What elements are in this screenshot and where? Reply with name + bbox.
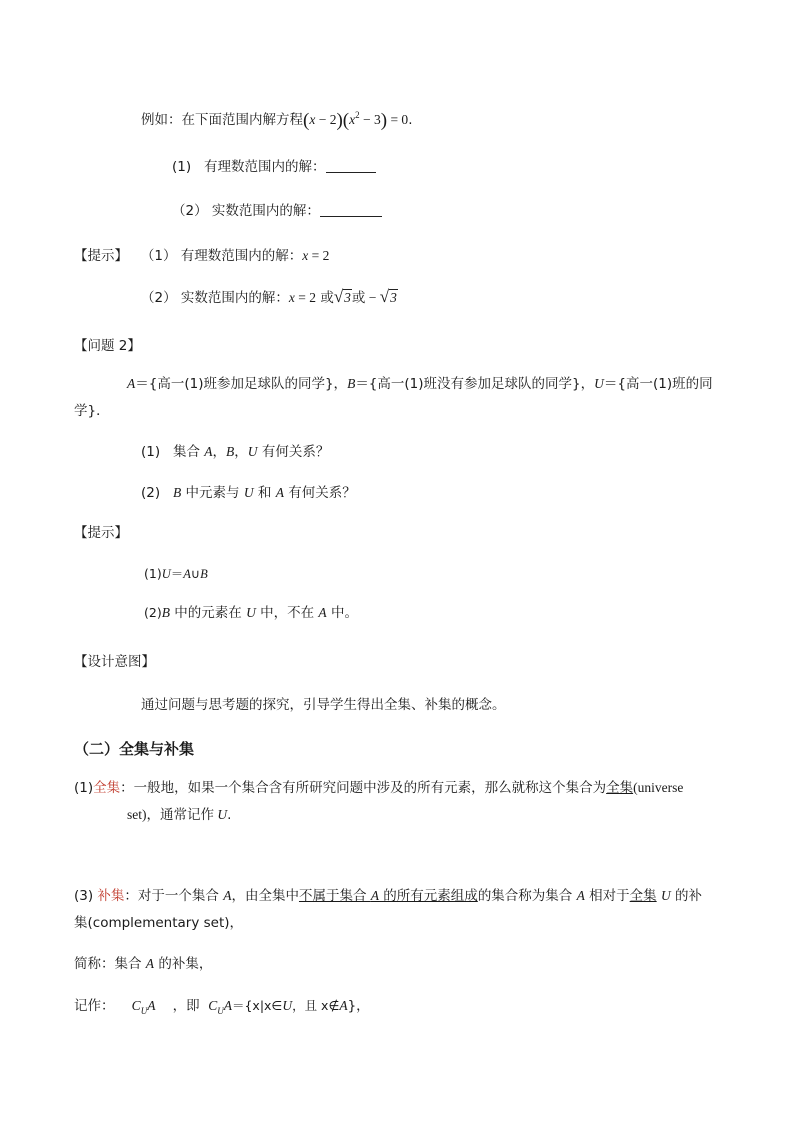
- hint1-label: 【提示】: [74, 248, 128, 264]
- q1-text: 有理数范围内的解：: [204, 159, 326, 175]
- hint1-line-b: （2） 实数范围内的解：x = 2 或√3或 − √3: [141, 287, 397, 306]
- def3-short: 简称：集合 A 的补集，: [74, 956, 213, 972]
- example-line: 例如：在下面范围内解方程$(x - 2)(x^2 - 3) = 0$.: [141, 110, 413, 131]
- def3-term: 补集: [97, 888, 125, 904]
- hint2-line2: (2)B 中的元素在 U 中，不在 A 中。: [144, 605, 358, 621]
- q1-answer-blank[interactable]: [326, 159, 376, 173]
- problem2-line2: 学}．: [74, 403, 110, 419]
- equation: $(x - 2)(x^2 - 3) = 0$: [303, 110, 409, 131]
- def3-notation: 记作： $C_UA$ ，即 $C_UA=\{x|x\in U$，且 x∉A}，: [74, 998, 370, 1016]
- q2-answer-blank[interactable]: [320, 203, 382, 217]
- def3-line2: 集(complementary set)，: [74, 915, 244, 931]
- hint2-label: 【提示】: [74, 525, 128, 541]
- q2-text: 实数范围内的解：: [211, 203, 320, 219]
- hint2-line1: (1)U＝A∪B: [144, 566, 208, 581]
- design-text: 通过问题与思考题的探究，引导学生得出全集、补集的概念。: [141, 697, 506, 713]
- question-1: [172, 158, 376, 176]
- def1-term: 全集: [93, 780, 121, 796]
- problem2-line1: A＝{高一(1)班参加足球队的同学}，B＝{高一(1)班没有参加足球队的同学}，U＝{高一(1)班的同: [127, 376, 713, 392]
- def3-line1: (3) 补集：对于一个集合 A，由全集中不属于集合 A 的所有元素组成的集合称为集合 A 相对于全集 U 的补: [74, 888, 702, 904]
- q1-num: (1): [172, 159, 192, 175]
- design-label: 【设计意图】: [74, 654, 155, 670]
- def1-line2: set)，通常记作 U.: [127, 807, 232, 823]
- q2-num: （2）: [172, 203, 208, 219]
- question-2: [172, 202, 382, 220]
- hint1-line-a: 【提示】 （1） 有理数范围内的解：x = 2: [74, 248, 330, 264]
- problem2-sub1: (1) 集合 A，B，U 有何关系？: [141, 444, 330, 460]
- example-lead: 例如：在下面范围内解方程: [141, 112, 303, 128]
- problem2-sub2: (2) B 中元素与 U 和 A 有何关系？: [141, 485, 356, 501]
- section-title: （二）全集与补集: [74, 740, 195, 758]
- def1-line1: (1)全集：一般地，如果一个集合含有所研究问题中涉及的所有元素，那么就称这个集合为全集(universe: [74, 780, 684, 796]
- problem2-label: 【问题 2】: [74, 338, 141, 354]
